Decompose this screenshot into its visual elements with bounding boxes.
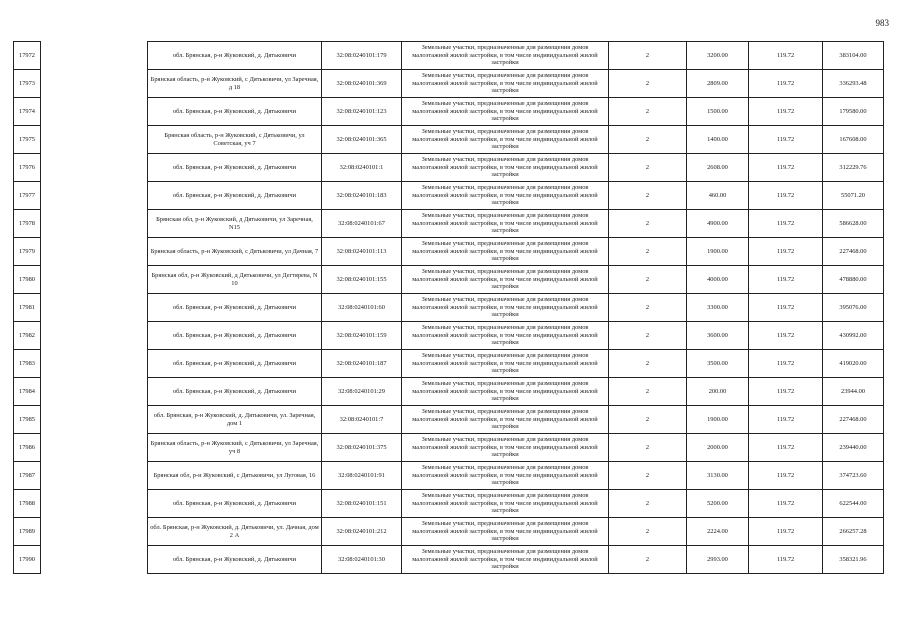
table-row	[14, 126, 884, 154]
specific-value-cell: 119.72	[749, 154, 823, 182]
specific-value-cell: 119.72	[749, 434, 823, 462]
cadastral-number-cell: 32:08:0240101:375	[322, 434, 402, 462]
row-number-cell: 17983	[14, 350, 41, 378]
group-number-cell: 2	[609, 546, 687, 574]
land-use-category-cell: Земельные участки, предназначенные для размещения домов малоэтажной жилой застройки, в том числе индивидуальной жилой застройки	[402, 378, 609, 406]
row-number-cell: 17976	[14, 154, 41, 182]
address-cell: обл. Брянская, р-н Жуковский, д. Дятьковичи	[148, 98, 322, 126]
group-number-cell: 2	[609, 322, 687, 350]
row-number-cell: 17980	[14, 266, 41, 294]
cadastral-number-cell: 32:08:0240101:155	[322, 266, 402, 294]
land-use-category-cell: Земельные участки, предназначенные для размещения домов малоэтажной жилой застройки, в том числе индивидуальной жилой застройки	[402, 518, 609, 546]
area-cell: 2993.00	[687, 546, 749, 574]
row-number-cell: 17990	[14, 546, 41, 574]
cadastral-number-cell: 32:08:0240101:30	[322, 546, 402, 574]
address-cell: обл. Брянская, р-н Жуковский, д. Дятьковичи	[148, 546, 322, 574]
land-use-category-cell: Земельные участки, предназначенные для размещения домов малоэтажной жилой застройки, в том числе индивидуальной жилой застройки	[402, 42, 609, 70]
specific-value-cell: 119.72	[749, 462, 823, 490]
cadastral-value-cell: 374723.60	[823, 462, 884, 490]
table-row	[14, 98, 884, 126]
address-cell: Брянская обл, р-н Жуковский, д Дятьковичи, ул Дегтярева, N 10	[148, 266, 322, 294]
area-cell: 3600.00	[687, 322, 749, 350]
row-number-cell: 17982	[14, 322, 41, 350]
table-row	[14, 462, 884, 490]
cadastral-number-cell: 32:08:0240101:365	[322, 126, 402, 154]
specific-value-cell: 119.72	[749, 126, 823, 154]
blank-cell	[41, 378, 148, 406]
row-number-cell: 17984	[14, 378, 41, 406]
address-cell: Брянская область, р-н Жуковский, с Дятьковичи, ул Дачная, 7	[148, 238, 322, 266]
cadastral-value-cell: 478880.00	[823, 266, 884, 294]
blank-cell	[41, 126, 148, 154]
blank-cell	[41, 294, 148, 322]
cadastral-number-cell: 32:08:0240101:123	[322, 98, 402, 126]
land-use-category-cell: Земельные участки, предназначенные для размещения домов малоэтажной жилой застройки, в том числе индивидуальной жилой застройки	[402, 434, 609, 462]
row-number-cell: 17985	[14, 406, 41, 434]
area-cell: 4900.00	[687, 210, 749, 238]
cadastral-value-cell: 358321.96	[823, 546, 884, 574]
address-cell: обл. Брянская, р-н Жуковский, д. Дятьковичи	[148, 378, 322, 406]
address-cell: обл. Брянская, р-н Жуковский, д. Дятьковичи	[148, 350, 322, 378]
table-row	[14, 210, 884, 238]
cadastral-number-cell: 32:08:0240101:1	[322, 154, 402, 182]
area-cell: 5200.00	[687, 490, 749, 518]
specific-value-cell: 119.72	[749, 238, 823, 266]
group-number-cell: 2	[609, 182, 687, 210]
area-cell: 2000.00	[687, 434, 749, 462]
blank-cell	[41, 406, 148, 434]
cadastral-value-cell: 239440.00	[823, 434, 884, 462]
group-number-cell: 2	[609, 98, 687, 126]
table-row	[14, 154, 884, 182]
land-use-category-cell: Земельные участки, предназначенные для размещения домов малоэтажной жилой застройки, в том числе индивидуальной жилой застройки	[402, 126, 609, 154]
blank-cell	[41, 518, 148, 546]
blank-cell	[41, 42, 148, 70]
specific-value-cell: 119.72	[749, 546, 823, 574]
cadastral-number-cell: 32:08:0240101:29	[322, 378, 402, 406]
land-use-category-cell: Земельные участки, предназначенные для размещения домов малоэтажной жилой застройки, в том числе индивидуальной жилой застройки	[402, 210, 609, 238]
row-number-cell: 17977	[14, 182, 41, 210]
group-number-cell: 2	[609, 70, 687, 98]
row-number-cell: 17978	[14, 210, 41, 238]
address-cell: Брянская область, р-н Жуковский, с Дятьковичи, ул Заречная, д 18	[148, 70, 322, 98]
blank-cell	[41, 434, 148, 462]
cadastral-value-cell: 179580.00	[823, 98, 884, 126]
land-use-category-cell: Земельные участки, предназначенные для размещения домов малоэтажной жилой застройки, в том числе индивидуальной жилой застройки	[402, 238, 609, 266]
row-number-cell: 17986	[14, 434, 41, 462]
cadastral-value-cell: 266257.28	[823, 518, 884, 546]
area-cell: 1900.00	[687, 406, 749, 434]
land-use-category-cell: Земельные участки, предназначенные для размещения домов малоэтажной жилой застройки, в том числе индивидуальной жилой застройки	[402, 350, 609, 378]
cadastral-number-cell: 32:08:0240101:67	[322, 210, 402, 238]
land-use-category-cell: Земельные участки, предназначенные для размещения домов малоэтажной жилой застройки, в том числе индивидуальной жилой застройки	[402, 182, 609, 210]
cadastral-number-cell: 32:08:0240101:179	[322, 42, 402, 70]
blank-cell	[41, 266, 148, 294]
table-row	[14, 406, 884, 434]
table-body	[14, 42, 884, 574]
address-cell: Брянская область, р-н Жуковский, с Дятьковичи, ул Заречная, уч 8	[148, 434, 322, 462]
cadastral-value-cell: 395076.00	[823, 294, 884, 322]
cadastral-value-cell: 55071.20	[823, 182, 884, 210]
specific-value-cell: 119.72	[749, 266, 823, 294]
page-number: 983	[875, 18, 889, 28]
area-cell: 1400.00	[687, 126, 749, 154]
address-cell: обл. Брянская, р-н Жуковский, д. Дятьковичи	[148, 42, 322, 70]
table-row	[14, 322, 884, 350]
area-cell: 3300.00	[687, 294, 749, 322]
row-number-cell: 17974	[14, 98, 41, 126]
cadastral-number-cell: 32:08:0240101:91	[322, 462, 402, 490]
land-use-category-cell: Земельные участки, предназначенные для размещения домов малоэтажной жилой застройки, в том числе индивидуальной жилой застройки	[402, 462, 609, 490]
specific-value-cell: 119.72	[749, 98, 823, 126]
cadastral-value-cell: 227468.00	[823, 406, 884, 434]
row-number-cell: 17981	[14, 294, 41, 322]
address-cell: обл. Брянская, р-н Жуковский, д. Дятьковичи	[148, 322, 322, 350]
group-number-cell: 2	[609, 294, 687, 322]
cadastral-value-cell: 336293.48	[823, 70, 884, 98]
row-number-cell: 17975	[14, 126, 41, 154]
land-use-category-cell: Земельные участки, предназначенные для размещения домов малоэтажной жилой застройки, в том числе индивидуальной жилой застройки	[402, 322, 609, 350]
group-number-cell: 2	[609, 126, 687, 154]
cadastral-value-cell: 167608.00	[823, 126, 884, 154]
specific-value-cell: 119.72	[749, 490, 823, 518]
row-number-cell: 17988	[14, 490, 41, 518]
area-cell: 1500.00	[687, 98, 749, 126]
area-cell: 460.00	[687, 182, 749, 210]
land-use-category-cell: Земельные участки, предназначенные для размещения домов малоэтажной жилой застройки, в том числе индивидуальной жилой застройки	[402, 266, 609, 294]
table-row	[14, 378, 884, 406]
specific-value-cell: 119.72	[749, 350, 823, 378]
group-number-cell: 2	[609, 406, 687, 434]
table-row	[14, 42, 884, 70]
cadastral-value-cell: 383104.00	[823, 42, 884, 70]
area-cell: 2608.00	[687, 154, 749, 182]
blank-cell	[41, 210, 148, 238]
table-row	[14, 546, 884, 574]
address-cell: Брянская обл, р-н Жуковский, д Дятьковичи, ул Заречная, N15	[148, 210, 322, 238]
blank-cell	[41, 98, 148, 126]
group-number-cell: 2	[609, 154, 687, 182]
address-cell: обл. Брянская, р-н Жуковский, д. Дятьковичи	[148, 182, 322, 210]
specific-value-cell: 119.72	[749, 406, 823, 434]
cadastral-number-cell: 32:08:0240101:7	[322, 406, 402, 434]
table-row	[14, 490, 884, 518]
cadastral-value-cell: 312229.76	[823, 154, 884, 182]
specific-value-cell: 119.72	[749, 182, 823, 210]
land-use-category-cell: Земельные участки, предназначенные для размещения домов малоэтажной жилой застройки, в том числе индивидуальной жилой застройки	[402, 98, 609, 126]
group-number-cell: 2	[609, 378, 687, 406]
land-use-category-cell: Земельные участки, предназначенные для размещения домов малоэтажной жилой застройки, в том числе индивидуальной жилой застройки	[402, 490, 609, 518]
group-number-cell: 2	[609, 434, 687, 462]
area-cell: 2224.00	[687, 518, 749, 546]
cadastral-number-cell: 32:08:0240101:369	[322, 70, 402, 98]
row-number-cell: 17989	[14, 518, 41, 546]
row-number-cell: 17979	[14, 238, 41, 266]
address-cell: обл. Брянская, р-н Жуковский, д. Дятьковичи, ул. Дачная, дом 2 А	[148, 518, 322, 546]
specific-value-cell: 119.72	[749, 70, 823, 98]
address-cell: обл. Брянская, р-н Жуковский, д. Дятьковичи, ул. Заречная, дом 1	[148, 406, 322, 434]
specific-value-cell: 119.72	[749, 322, 823, 350]
blank-cell	[41, 490, 148, 518]
blank-cell	[41, 350, 148, 378]
area-cell: 4000.00	[687, 266, 749, 294]
land-use-category-cell: Земельные участки, предназначенные для размещения домов малоэтажной жилой застройки, в том числе индивидуальной жилой застройки	[402, 154, 609, 182]
cadastral-value-cell: 227468.00	[823, 238, 884, 266]
cadastral-number-cell: 32:08:0240101:60	[322, 294, 402, 322]
blank-cell	[41, 462, 148, 490]
table-row	[14, 434, 884, 462]
group-number-cell: 2	[609, 238, 687, 266]
cadastral-number-cell: 32:08:0240101:187	[322, 350, 402, 378]
cadastral-number-cell: 32:08:0240101:212	[322, 518, 402, 546]
table-row	[14, 350, 884, 378]
land-use-category-cell: Земельные участки, предназначенные для размещения домов малоэтажной жилой застройки, в том числе индивидуальной жилой застройки	[402, 546, 609, 574]
table-row	[14, 70, 884, 98]
cadastral-value-cell: 23944.00	[823, 378, 884, 406]
cadastral-number-cell: 32:08:0240101:159	[322, 322, 402, 350]
group-number-cell: 2	[609, 210, 687, 238]
land-use-category-cell: Земельные участки, предназначенные для размещения домов малоэтажной жилой застройки, в том числе индивидуальной жилой застройки	[402, 70, 609, 98]
row-number-cell: 17973	[14, 70, 41, 98]
area-cell: 3130.00	[687, 462, 749, 490]
specific-value-cell: 119.72	[749, 210, 823, 238]
address-cell: обл. Брянская, р-н Жуковский, д. Дятьковичи	[148, 154, 322, 182]
address-cell: обл. Брянская, р-н Жуковский, д. Дятьковичи	[148, 294, 322, 322]
specific-value-cell: 119.72	[749, 378, 823, 406]
area-cell: 3500.00	[687, 350, 749, 378]
specific-value-cell: 119.72	[749, 294, 823, 322]
cadastral-value-cell: 586628.00	[823, 210, 884, 238]
cadastral-value-cell: 419020.00	[823, 350, 884, 378]
row-number-cell: 17972	[14, 42, 41, 70]
blank-cell	[41, 154, 148, 182]
table-row	[14, 294, 884, 322]
blank-cell	[41, 546, 148, 574]
area-cell: 1900.00	[687, 238, 749, 266]
specific-value-cell: 119.72	[749, 42, 823, 70]
land-use-category-cell: Земельные участки, предназначенные для размещения домов малоэтажной жилой застройки, в том числе индивидуальной жилой застройки	[402, 294, 609, 322]
area-cell: 2809.00	[687, 70, 749, 98]
specific-value-cell: 119.72	[749, 518, 823, 546]
blank-cell	[41, 182, 148, 210]
row-number-cell: 17987	[14, 462, 41, 490]
cadastral-number-cell: 32:08:0240101:113	[322, 238, 402, 266]
cadastral-value-cell: 622544.00	[823, 490, 884, 518]
group-number-cell: 2	[609, 350, 687, 378]
blank-cell	[41, 322, 148, 350]
blank-cell	[41, 70, 148, 98]
address-cell: обл. Брянская, р-н Жуковский, д. Дятьковичи	[148, 490, 322, 518]
group-number-cell: 2	[609, 462, 687, 490]
group-number-cell: 2	[609, 42, 687, 70]
group-number-cell: 2	[609, 518, 687, 546]
cadastral-number-cell: 32:08:0240101:183	[322, 182, 402, 210]
table-row	[14, 266, 884, 294]
area-cell: 3200.00	[687, 42, 749, 70]
table-row	[14, 182, 884, 210]
group-number-cell: 2	[609, 490, 687, 518]
blank-cell	[41, 238, 148, 266]
table-row	[14, 238, 884, 266]
group-number-cell: 2	[609, 266, 687, 294]
cadastral-value-cell: 430992.00	[823, 322, 884, 350]
land-use-category-cell: Земельные участки, предназначенные для размещения домов малоэтажной жилой застройки, в том числе индивидуальной жилой застройки	[402, 406, 609, 434]
land-registry-table	[13, 41, 884, 574]
address-cell: Брянская обл, р-н Жуковский, с Дятьковичи, ул Луговая, 16	[148, 462, 322, 490]
area-cell: 200.00	[687, 378, 749, 406]
table-row	[14, 518, 884, 546]
cadastral-number-cell: 32:08:0240101:151	[322, 490, 402, 518]
address-cell: Брянская область, р-н Жуковский, с Дятьковичи, ул Советская, уч 7	[148, 126, 322, 154]
